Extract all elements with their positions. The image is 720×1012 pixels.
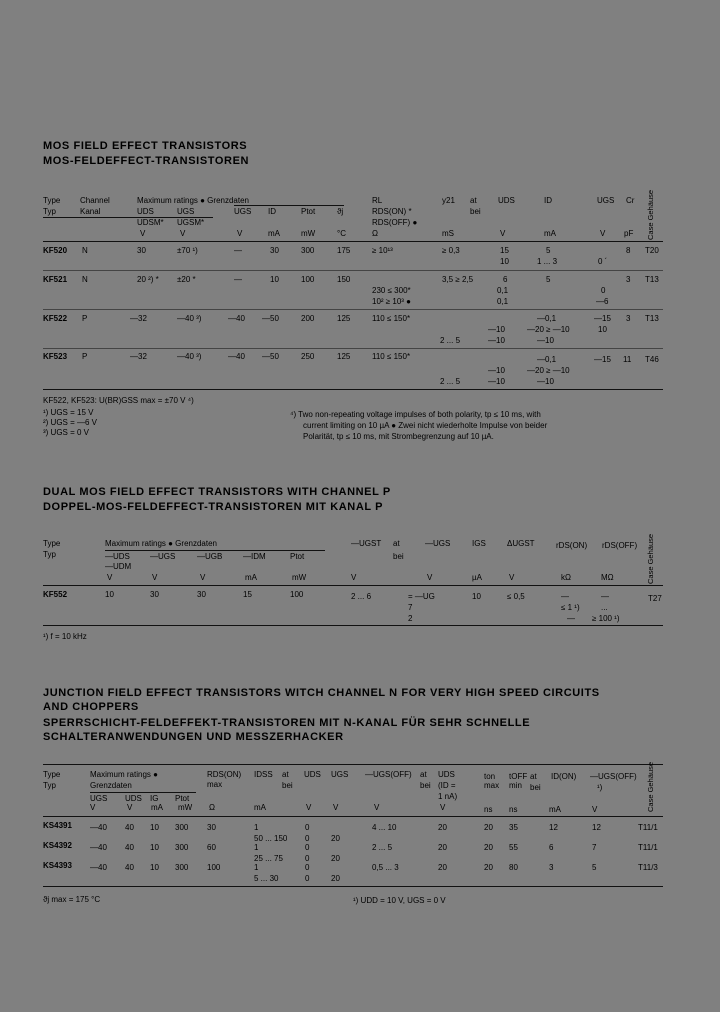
cell: 35 [509,823,518,832]
hdr: —UDM [105,562,132,571]
unit: V [333,803,339,812]
hdr: —UDS [105,552,130,561]
section3-subtitle-b: SCHALTERANWENDUNGEN UND MESSZERHACKER [43,731,344,743]
cell: 0,1 [497,297,509,306]
unit: V [440,803,446,812]
cell: — [234,275,242,284]
hdr: ton [484,772,496,781]
unit: V [180,229,186,238]
cell: 20 [331,834,340,843]
footnote: ²) UGS = —6 V [43,418,98,427]
unit: mW [178,803,193,812]
cell: —0,1 [537,355,557,364]
section3-title: JUNCTION FIELD EFFECT TRANSISTORS WITCH CHANNEL N FOR VERY HIGH SPEED CIRCUITS [43,687,600,699]
cell: T11/3 [638,863,658,872]
rule [234,205,344,206]
cell: 2 ... 5 [440,336,461,345]
hdr: 1 nA) [438,792,458,801]
cell: 20 [438,863,447,872]
unit: °C [337,229,346,238]
hdr-id: ID [268,207,276,216]
cell: —10 [537,377,554,386]
hdr: —UGS [150,552,176,561]
hdr: at [282,770,289,779]
hdr-typ: Typ [43,207,56,216]
hdr: bei [530,783,541,792]
cell: 1 [254,843,259,852]
unit: V [427,573,433,582]
hdr: IDSS [254,770,273,779]
cell: 20 [484,843,493,852]
cell: 10 [150,823,159,832]
hdr-maxratings: Maximum ratings ● [90,770,158,779]
hdr-bei: bei [470,207,481,216]
unit: V [509,573,515,582]
unit: mA [151,803,163,812]
rule [43,764,663,765]
hdr: tOFF [509,772,528,781]
cell: 300 [175,843,189,852]
unit: V [600,229,606,238]
cell: 30 [270,246,279,255]
unit: Ω [209,803,215,812]
section2-title: DUAL MOS FIELD EFFECT TRANSISTORS WITH CHANNEL P [43,486,391,498]
unit: V [200,573,206,582]
cell: 5 [546,275,551,284]
cell: ≤ 1 ¹) [561,603,580,612]
cell: 0 [305,843,310,852]
cell: 55 [509,843,518,852]
cell: —10 [537,336,554,345]
section3-subtitle: SPERRSCHICHT-FELDEFFEKT-TRANSISTOREN MIT N-KANAL FÜR SEHR SCHNELLE [43,717,531,729]
cell: 175 [337,246,351,255]
hdr: ID(ON) [551,772,577,781]
cell: —50 [262,352,279,361]
hdr: ¹) [597,783,603,792]
hdr-case: Case Gehäuse [646,533,655,584]
cell: 110 ≤ 150* [372,314,411,323]
hdr-tj: ϑj [337,207,344,216]
table-row-type: KF521 [43,275,68,284]
cell: = —UG [408,592,435,601]
cell: 300 [301,246,315,255]
cell: ≥ 10¹³ [372,246,393,255]
section3-title-b: AND CHOPPERS [43,701,139,713]
cell: 20 [484,863,493,872]
unit: Ω [372,229,378,238]
cell: 0 [305,854,310,863]
hdr: —UGS(OFF) [365,770,412,779]
hdr: rDS(ON) [556,541,588,550]
hdr: IGS [472,539,486,548]
hdr-type: Type [43,539,61,548]
cell: 7 [408,603,413,612]
cell: ≥ 0,3 [442,246,460,255]
cell: 30 [197,590,206,599]
cell: —10 [488,336,505,345]
cell: 5 [592,863,597,872]
cell: —40 [90,863,107,872]
rule [43,241,663,242]
table-row-type: KS4392 [43,841,72,850]
hdr-case: Case Gehäuse [646,761,655,812]
footnote: ¹) UGS = 15 V [43,408,94,417]
hdr-case: Case Gehäuse [646,189,655,240]
rule [90,792,196,793]
cell: ≥ 100 ¹) [592,614,620,623]
cell: 40 [125,863,134,872]
table-row-type: KS4393 [43,861,72,870]
cell: — [601,592,609,601]
cell: 0 [305,863,310,872]
unit: µA [472,573,482,582]
hdr-udsm: UDSM* [137,218,164,227]
unit: pF [624,229,634,238]
cell: 110 ≤ 150* [372,352,411,361]
cell: P [82,352,88,361]
cell: 100 [290,590,304,599]
cell: 3,5 ≥ 2,5 [442,275,474,284]
cell: — [567,614,575,623]
hdr: (ID = [438,781,456,790]
hdr: UDS [304,770,321,779]
unit: mW [301,229,316,238]
cell: 25 ... 75 [254,854,283,863]
hdr-kanal: Kanal [80,207,101,216]
cell: 1 ... 3 [537,257,558,266]
cell: 2 [408,614,413,623]
cell: ±20 * [177,275,196,284]
unit: mA [549,805,561,814]
footnote: KF522, KF523: U(BR)GSS max = ±70 V ⁴) [43,396,194,405]
rule [43,886,663,887]
cell: ≤ 0,5 [507,592,525,601]
cell: 2 ... 6 [351,592,372,601]
cell: 0 [601,286,606,295]
cell: 125 [337,352,351,361]
hdr-type: Type [43,196,61,205]
hdr: rDS(OFF) [602,541,638,550]
hdr-type: Type [43,770,61,779]
unit: mA [544,229,556,238]
cell: 230 ≤ 300* [372,286,411,295]
unit: mS [442,229,454,238]
unit: V [374,803,380,812]
cell: 10 [150,843,159,852]
cell: T11/1 [638,823,658,832]
cell: 10 [472,592,481,601]
cell: T46 [645,355,659,364]
footnote: ¹) UDD = 10 V, UGS = 0 V [353,896,446,905]
hdr-ugs3: UGS [597,196,615,205]
hdr-ugs: UGS [177,207,195,216]
section1-title: MOS FIELD EFFECT TRANSISTORS [43,140,248,152]
unit: mA [245,573,257,582]
cell: —0,1 [537,314,557,323]
cell: N [82,246,88,255]
cell: 20 [484,823,493,832]
hdr: Ptot [175,794,190,803]
cell: —50 [262,314,279,323]
unit: mA [254,803,266,812]
hdr: UDS [125,794,142,803]
hdr-rdson: RDS(ON) * [372,207,412,216]
cell: 7 [592,843,597,852]
footnote: current limiting on 10 µA ● Zwei nicht wiederholte Impulse von beider [303,421,548,430]
cell: 3 [626,275,631,284]
hdr: Ptot [290,552,305,561]
cell: 20 [331,854,340,863]
hdr: bei [393,552,404,561]
cell: 0,1 [497,286,509,295]
cell: T27 [648,594,662,603]
cell: —40 [90,843,107,852]
cell: 125 [337,314,351,323]
hdr: at [393,539,400,548]
hdr-uds: UDS [137,207,154,216]
cell: 2 ... 5 [440,377,461,386]
cell: T20 [645,246,659,255]
hdr: UGS [90,794,108,803]
hdr: —UGS [425,539,451,548]
section2-subtitle: DOPPEL-MOS-FELDEFFECT-TRANSISTOREN MIT KANAL P [43,501,384,513]
cell: 4 ... 10 [372,823,397,832]
unit: V [90,803,96,812]
cell: 8 [626,246,631,255]
cell: 6 [549,843,554,852]
rule [43,217,213,218]
cell: 300 [175,823,189,832]
cell: 10² ≥ 10³ ● [372,297,412,306]
unit: V [500,229,506,238]
cell: 100 [301,275,315,284]
cell: 2 ... 5 [372,843,393,852]
hdr: max [207,780,223,789]
hdr-id2: ID [544,196,552,205]
cell: 10 [105,590,114,599]
cell: 10 [150,863,159,872]
cell: 30 [137,246,146,255]
cell: 12 [592,823,601,832]
cell: 10 [598,325,607,334]
hdr-grenz: Grenzdaten [90,781,132,790]
cell: —20 ≥ —10 [527,366,570,375]
unit: MΩ [601,573,614,582]
unit: ns [484,805,493,814]
cell: —15 [594,355,611,364]
rule [105,550,325,551]
hdr: —UGST [351,539,382,548]
cell: —32 [130,314,147,323]
cell: 3 [549,863,554,872]
cell: —10 [488,366,505,375]
cell: —6 [596,297,609,306]
hdr-at: at [470,196,477,205]
cell: —40 [228,314,245,323]
hdr-rl: RL [372,196,383,205]
cell: —40 ³) [177,314,202,323]
cell: T13 [645,275,659,284]
hdr: at [530,772,537,781]
hdr: bei [420,781,431,790]
cell: 50 ... 150 [254,834,288,843]
cell: 1 [254,863,259,872]
footnote: ϑj max = 175 °C [43,895,101,904]
unit: V [127,803,133,812]
cell: 5 [546,246,551,255]
hdr-y21: y21 [442,196,455,205]
hdr: IG [150,794,159,803]
footnote: Polarität, tp ≤ 10 ms, mit Strombegrenzung auf 10 µA. [303,432,494,441]
cell: P [82,314,88,323]
hdr-channel: Channel [80,196,110,205]
cell: N [82,275,88,284]
section1-subtitle: MOS-FELDEFFECT-TRANSISTOREN [43,155,250,167]
cell: — [561,592,569,601]
unit: V [107,573,113,582]
rule [43,270,663,271]
cell: —10 [488,377,505,386]
hdr: RDS(ON) [207,770,242,779]
cell: 20 [438,843,447,852]
unit: V [306,803,312,812]
cell: —32 [130,352,147,361]
cell: 200 [301,314,315,323]
cell: 150 [337,275,351,284]
rule [43,348,663,349]
cell: — [234,246,242,255]
unit: mW [292,573,307,582]
cell: T13 [645,314,659,323]
cell: 0 [305,823,310,832]
unit: V [237,229,243,238]
cell: 5 ... 30 [254,874,279,883]
cell: —20 ≥ —10 [527,325,570,334]
unit: V [592,805,598,814]
rule [43,625,663,626]
cell: 10 [270,275,279,284]
table-row-type: KF522 [43,314,68,323]
cell: 300 [175,863,189,872]
table-row-type: KS4391 [43,821,72,830]
cell: —10 [488,325,505,334]
cell: 250 [301,352,315,361]
cell: 6 [503,275,508,284]
hdr-ugs2: UGS [234,207,252,216]
cell: 15 [500,246,509,255]
hdr-rdsoff: RDS(OFF) ● [372,218,418,227]
cell: 12 [549,823,558,832]
cell: 30 [207,823,216,832]
hdr: UGS [331,770,349,779]
rule [43,389,663,390]
hdr-maxratings: Maximum ratings ● Grenzdaten [105,539,217,548]
cell: 0 ´ [598,257,608,266]
cell: —40 [228,352,245,361]
unit: V [351,573,357,582]
cell: ±70 ¹) [177,246,198,255]
cell: 0,5 ... 3 [372,863,399,872]
footnote: ¹) f = 10 kHz [43,632,87,641]
hdr-ugsm: UGSM* [177,218,205,227]
rule [43,816,663,817]
unit: ns [509,805,518,814]
cell: 20 ²) * [137,275,159,284]
hdr: max [484,781,500,790]
table-row-type: KF552 [43,590,68,599]
hdr: —UGB [197,552,223,561]
cell: —40 ³) [177,352,202,361]
unit: V [152,573,158,582]
hdr: min [509,781,522,790]
hdr-maxratings: Maximum ratings ● Grenzdaten [137,196,249,205]
footnote: ³) UGS = 0 V [43,428,90,437]
unit: mA [268,229,280,238]
cell: 15 [243,590,252,599]
table-row-type: KF520 [43,246,68,255]
cell: 60 [207,843,216,852]
cell: ... [601,603,608,612]
hdr-cr: Cr [626,196,635,205]
cell: 100 [207,863,221,872]
hdr-typ: Typ [43,550,56,559]
cell: T11/1 [638,843,658,852]
hdr: UDS [438,770,455,779]
table-row-type: KF523 [43,352,68,361]
cell: 3 [626,314,631,323]
hdr-uds2: UDS [498,196,515,205]
cell: 0 [305,874,310,883]
hdr: —UGS(OFF) [590,772,637,781]
hdr: ΔUGST [507,539,535,548]
rule [43,309,663,310]
cell: —40 [90,823,107,832]
footnote: ⁴) Two non-repeating voltage impulses of both polarity, tp ≤ 10 ms, with [290,410,541,419]
cell: 20 [331,874,340,883]
cell: 1 [254,823,259,832]
hdr: —IDM [243,552,266,561]
cell: 80 [509,863,518,872]
cell: —15 [594,314,611,323]
unit: V [140,229,146,238]
rule [43,585,663,586]
cell: 40 [125,823,134,832]
cell: 10 [500,257,509,266]
cell: 20 [438,823,447,832]
unit: kΩ [561,573,571,582]
cell: 40 [125,843,134,852]
hdr-ptot: Ptot [301,207,316,216]
cell: 30 [150,590,159,599]
cell: 11 [623,355,632,364]
hdr: at [420,770,427,779]
hdr: bei [282,781,293,790]
cell: 0 [305,834,310,843]
hdr-typ: Typ [43,781,56,790]
